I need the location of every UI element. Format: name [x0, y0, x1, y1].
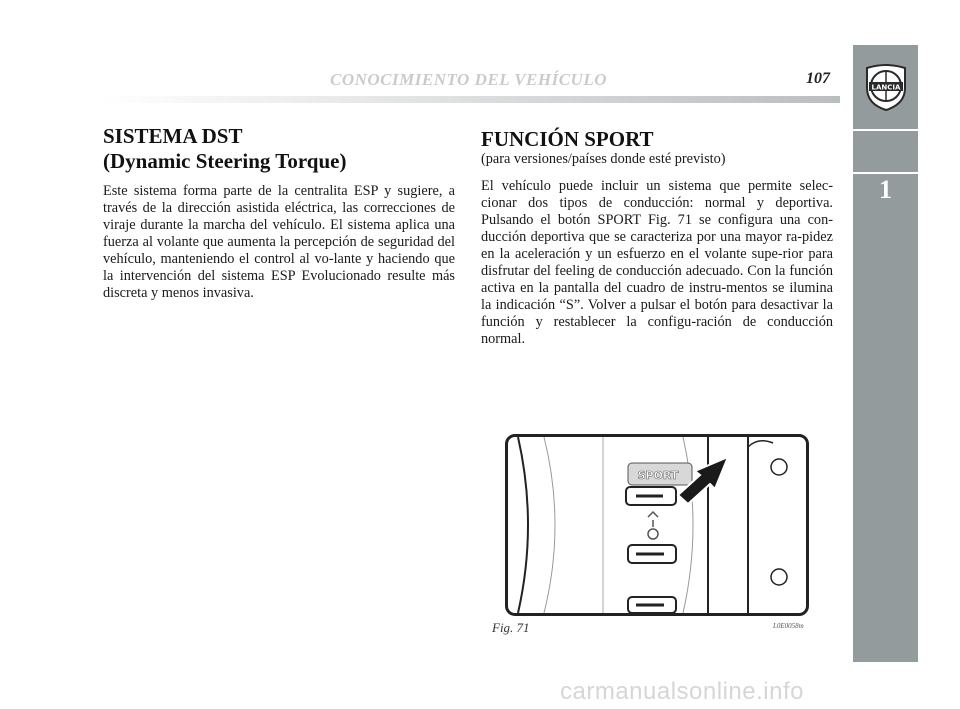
logo-text: LANCIA	[871, 83, 900, 92]
lancia-logo-icon	[853, 45, 918, 129]
sidebar-divider	[853, 172, 918, 174]
sport-label: SPORT	[637, 469, 679, 482]
section-title-sport: FUNCIÓN SPORT	[481, 127, 654, 151]
chapter-number: 1	[879, 175, 892, 204]
dst-body-text: Este sistema forma parte de la centralita ESP y sugiere, a través de la dirección asistida eléctrica, las correcciones de viraje durante la marcha del vehículo. El sistema aplica una fuerza al volante que aumenta la percepción de seguridad del vehículo, manteniendo el control al vo-lante y haciendo que la intervención del sistema ESP Evolucionado resulte más discreta y menos invasiva.	[103, 183, 455, 301]
chapter-sidebar	[853, 45, 918, 662]
sidebar-divider	[853, 129, 918, 131]
figure-code: L0E0058m	[773, 622, 804, 630]
section-title-dst: SISTEMA DST	[103, 124, 243, 148]
running-header-title: CONOCIMIENTO DEL VEHÍCULO	[330, 70, 607, 89]
section-subtitle-dst: (Dynamic Steering Torque)	[103, 149, 347, 173]
sport-body-text: El vehículo puede incluir un sistema que permite selec-cionar dos tipos de conducción: normal y deportiva. Pulsando el botón SPORT Fig. 71 se configura una con-ducción deportiva que se caracteriza por una mayor ra-pidez en la aceleración y un esfuerzo en el volante supe-rior para disfrutar del feeling de conducción adecuado. Con la función activa en la pantalla del cuadro de instru-mentos se ilumina la indicación “S”. Volver a pulsar el botón para desactivar la función y restablecer la configu-ración de conducción normal.	[481, 178, 833, 347]
figure-caption: Fig. 71	[492, 620, 530, 635]
section-note-sport: (para versiones/países donde esté previsto)	[481, 151, 726, 167]
watermark: carmanualsonline.info	[560, 678, 804, 705]
figure-sport-button	[505, 434, 809, 616]
header-rule	[100, 96, 840, 103]
page-number: 107	[806, 70, 830, 87]
sport-button-illustration	[508, 437, 806, 613]
